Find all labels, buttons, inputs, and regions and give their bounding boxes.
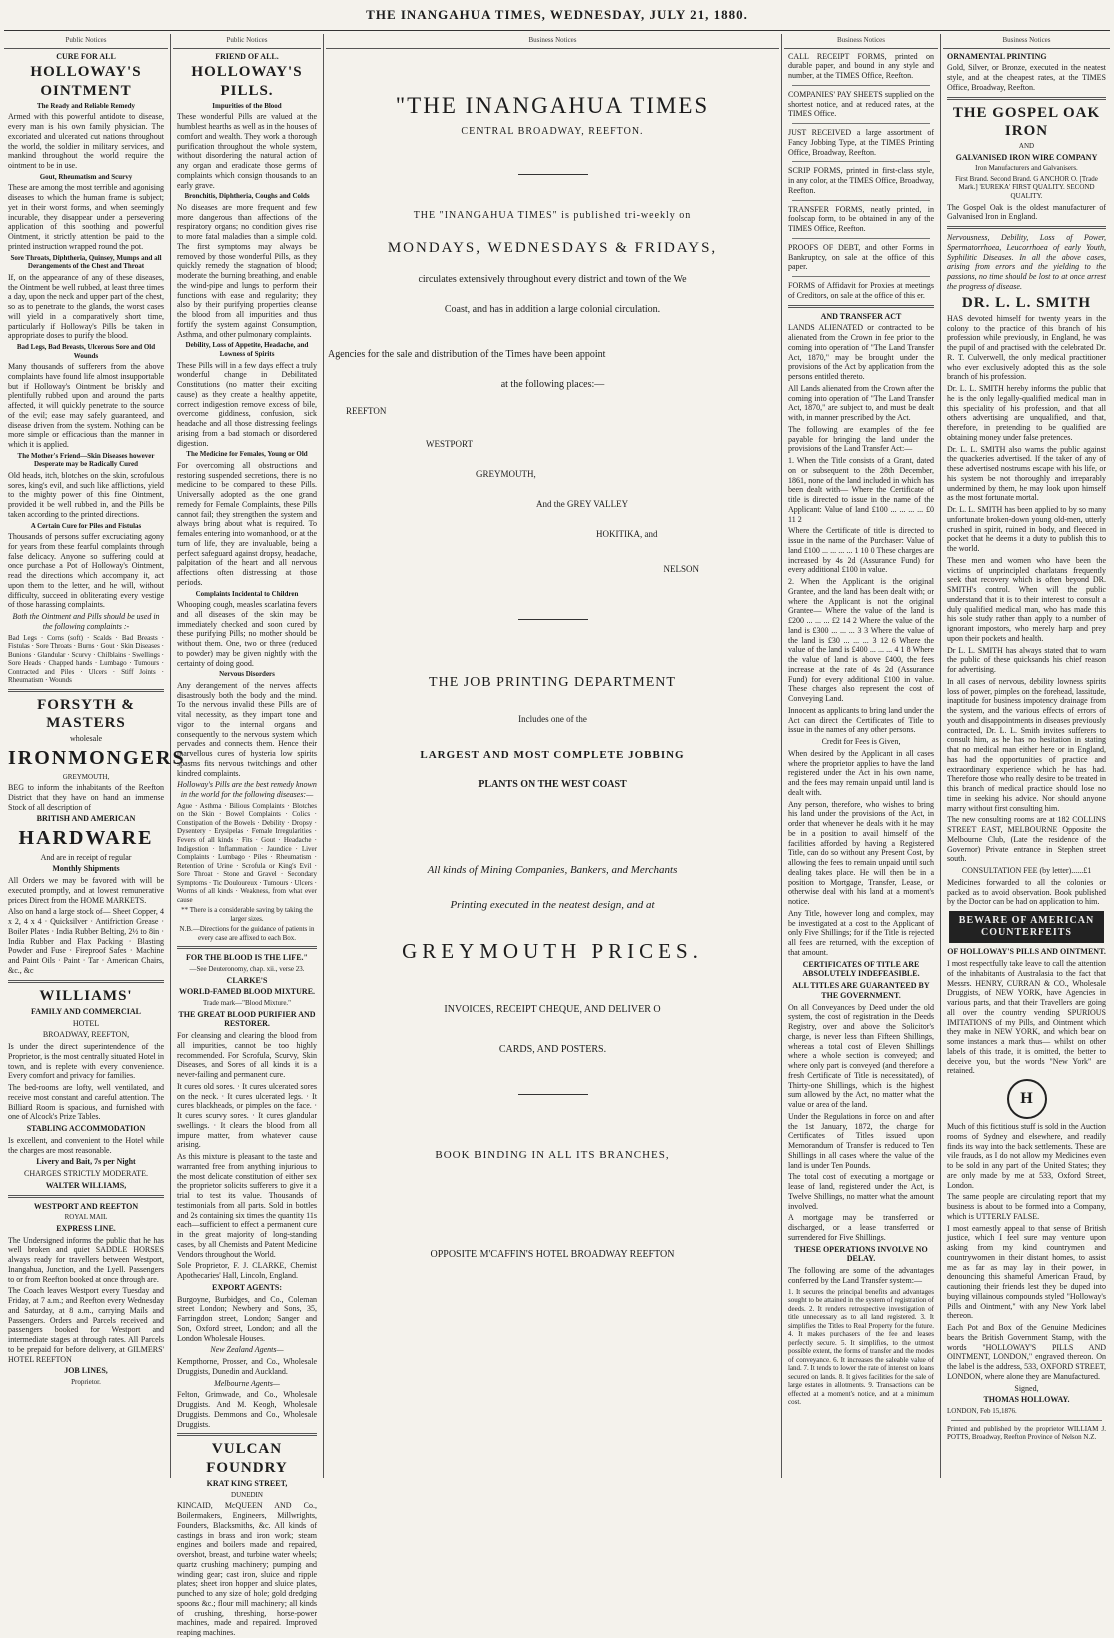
ad-body: The Gospel Oak is the oldest manufacturer of Galvanised Iron in England. xyxy=(947,202,1106,222)
ad-subheading: KRAT KING STREET, xyxy=(206,1479,288,1488)
ad-body: The same people are circulating report that my business is about to be formed into a Company, which is UTTERLY FALSE. xyxy=(947,1192,1106,1221)
ad-body: JUST RECEIVED a large assortment of Fancy Jobbing Type, at the TIMES Printing Office, Broadway, Reefton. xyxy=(788,128,934,157)
ad-body: The new consulting rooms are at 182 COLLINS STREET EAST, MELBOURNE Opposite the Melbourne Club, (Late the residence of the Governor) Private entrance in Stephen street south. xyxy=(947,815,1106,864)
ad-body: If, on the appearance of any of these diseases, the Ointment be well rubbed, at least three times a day, upon the neck and upper part of the chest, so as to penetrate to the glands, the worst cases will yield in a comparatively short time, particularly if Holloway's Pills be taken in appropriate doses to purify the blood. xyxy=(8,272,164,341)
ad-body: Dr. L. L. SMITH hereby informs the public that he is the only legally-qualified medical man in this speciality of his profession, and that all others advertising are unqualified, and that, therefore, in pretending to be qualified are obtaining money under false pretences. xyxy=(947,384,1106,442)
ad-subheading: THESE OPERATIONS INVOLVE NO DELAY. xyxy=(794,1244,928,1264)
ad-subheading: Bad Legs, Bad Breasts, Ulcerous Sore and Old Wounds xyxy=(16,343,156,360)
ad-date: LONDON, Feb 15,1876. xyxy=(947,1407,1017,1416)
ad-subheading: THE GREAT BLOOD PURIFIER AND RESTORER. xyxy=(178,1009,316,1029)
ad-body: Is under the direct superintendence of the Proprietor, is the most centrally situated Hotel in town, and is replete with every convenience. Every comfort and privacy for families. xyxy=(8,1042,164,1081)
divider xyxy=(951,1420,1102,1421)
greymouth-prices: GREYMOUTH PRICES. xyxy=(402,939,703,963)
ad-body: Sole Proprietor, F. J. CLARKE, Chemist Apothecaries' Hall, Lincoln, England. xyxy=(177,1261,317,1281)
ad-body: A mortgage may be transferred or discharged, or a lease transferred or surrendered for Five Shillings. xyxy=(788,1213,934,1242)
ad-body: Gold, Silver, or Bronze, executed in the neatest style, and at the cheapest rates, at the TIMES Office, Broadway, Reefton. xyxy=(947,63,1106,92)
ad-subheading: CHARGES STRICTLY MODERATE. xyxy=(23,1169,149,1179)
ad-title: DR. L. L. SMITH xyxy=(961,294,1092,311)
column-header: Public Notices xyxy=(173,34,321,49)
ad-subheading: CONSULTATION FEE (by letter)......£1 xyxy=(961,866,1092,876)
ad-subheading: Melbourne Agents— xyxy=(214,1378,280,1388)
divider xyxy=(8,689,164,692)
ad-subheading: EXPORT AGENTS: xyxy=(211,1282,283,1292)
ad-title: WESTPORT AND REEFTON xyxy=(33,1201,139,1211)
column-divider xyxy=(781,34,782,1478)
divider xyxy=(792,161,930,162)
ad-body: Burgoyne, Burbidges, and Co., Coleman street London; Newbery and Sons, 35, Farringdon street, London; Sanger and Son, Oxford street, London; and all the London Wholesale Houses. xyxy=(177,1294,317,1343)
ad-body: PROOFS OF DEBT, and other Forms in Bankruptcy, on sale at the office of this paper. xyxy=(788,242,934,272)
ad-body: Many thousands of sufferers from the above complaints have found life almost insupportable but if Holloway's Ointment be briskly and plentifully rubbed upon and around the parts affected, it will quickly penetrate to the source of the evil; ease may safely guaranteed, and disease driven from the system. Nothing can be more simple or efficacious than the manner in which it is applied. xyxy=(8,362,164,450)
agencies-text: at the following places:— xyxy=(500,379,605,390)
publish-intro: THE "INANGAHUA TIMES" is published tri-weekly on xyxy=(413,210,692,221)
ad-body: The Coach leaves Westport every Tuesday and Friday, at 7 a.m.; and Reefton every Wednesday and Saturday, at 8 a.m., carrying Mails and Passengers. Orders and Parcels received and passengers booked for Westport and intermediate stages at through rates. All Parcels to be prepaid for before delivery, at GILMERS' HOTEL REEFTON xyxy=(8,1286,164,1364)
ad-body: Much of this fictitious stuff is sold in the Auction rooms of Sydney and elsewhere, and readily finds its way into the back settlements. These are vile frauds, as I do not allow my Medicines even to be sold in any part of the United States; they are only made by me at 533, Oxford Street, London. xyxy=(947,1122,1106,1190)
ad-title: ORNAMENTAL PRINTING xyxy=(947,51,1047,61)
column-4 xyxy=(784,34,938,1478)
ad-title: FORSYTH & MASTERS xyxy=(37,696,135,732)
ad-body: LANDS ALIENATED or contracted to be alienated from the Crown in fee prior to the coming into operation of "The Land Transfer Act, 1870," may be brought under the provisions of the Act by application from the persons entitled thereto. xyxy=(788,323,934,382)
ad-body: As this mixture is pleasant to the taste and warranted free from anything injurious to the most delicate constitution of either sex the proprietor solicits sufferers to give it a trial to test its value. Thousands of testimonials from all parts. Sold in bottles and 2s containing six times the quantity 11s each—sufficient to effect a permanent cure in the great majority of long-standing cases, by all Chemists and Patent Medicine Vendors throughout the World. xyxy=(177,1152,317,1259)
ad-title: CLARKE'S xyxy=(226,975,268,985)
ad-subheading: The Mother's Friend—Skin Diseases however Desperate may be Radically Cured xyxy=(17,451,155,469)
ad-signature: THOMAS HOLLOWAY. xyxy=(983,1395,1070,1405)
jobbing-line: LARGEST AND MOST COMPLETE JOBBING xyxy=(420,749,685,761)
divider xyxy=(947,226,1106,229)
ad-title: VULCAN FOUNDRY xyxy=(206,1441,288,1476)
ad-subheading: Debility, Loss of Appetite, Headache, and Lowness of Spirits xyxy=(185,341,309,358)
trademark-seal-icon: H xyxy=(1007,1079,1047,1119)
divider xyxy=(8,1195,164,1198)
ad-body: Dr L. L. SMITH has always stated that to warn the public of these quicksands his chief reason for advertising. xyxy=(947,645,1106,675)
ad-subheading: —See Deuteronomy, chap. xii., verse 23. xyxy=(189,965,305,974)
ad-body: Under the Regulations in force on and after the 1st January, 1872, the charge for Certificates of Titles issued upon Memorandum of Transfer is reduced to Ten Shillings in all cases where the value of the land is under Ten Pounds. xyxy=(788,1111,934,1170)
ad-subheading: GREYMOUTH, xyxy=(62,772,110,781)
divider xyxy=(792,276,930,277)
ad-subheading: The Medicine for Females, Young or Old xyxy=(186,450,308,459)
opposite-line: OPPOSITE M'CAFFIN'S HOTEL BROADWAY REEFTON xyxy=(430,1249,675,1260)
ad-subheading: Nervous Disorders xyxy=(219,670,275,679)
ad-subheading: Monthly Shipments xyxy=(52,864,120,874)
ad-body: 1. When the Title consists of a Grant, dated on or subsequent to the 28th December, 1861, none of the land included in which has been dealt with— Where the Certificate of title is directed to issue in the name of the Applicant: Value of land £100 ... ... ... ... £0 11 2 xyxy=(788,456,934,524)
ad-subheading: The Ready and Reliable Remedy xyxy=(37,101,135,110)
ad-body: The following are some of the advantages conferred by the Land Transfer system:— xyxy=(788,1266,934,1285)
divider xyxy=(792,85,930,86)
ad-subheading: ALL TITLES ARE GUARANTEED BY THE GOVERNMENT. xyxy=(792,981,930,1000)
agencies-text: Agencies for the sale and distribution of the Times have been appoint xyxy=(328,349,606,360)
paper-address: CENTRAL BROADWAY, REEFTON. xyxy=(461,126,644,137)
ad-subheading: STABLING ACCOMMODATION xyxy=(26,1124,146,1134)
divider xyxy=(177,1433,317,1436)
ad-subheading: BROADWAY, REEFTON, xyxy=(42,1030,130,1040)
ad-body: CALL RECEIPT FORMS, printed on durable paper, and bound in any style and number, at the TIMES Office, Reefton. xyxy=(788,51,934,81)
ad-subheading: ROYAL MAIL xyxy=(64,1213,108,1222)
ad-body: Medicines forwarded to all the colonies or packed as to avoid observation. Book published by the Doctor can be had on application to him. xyxy=(947,877,1106,907)
agency-place: And the GREY VALLEY xyxy=(536,499,629,509)
printing-line: Printing executed in the neatest design, and at xyxy=(450,899,655,911)
ad-body: FORMS of Affidavit for Proxies at meetings of Creditors, on sale at the office of this er. xyxy=(788,281,934,300)
ad-body: Felton, Grimwade, and Co., Wholesale Druggists. And M. Keogh, Wholesale Druggists. Demmons and Co., Wholesale Druggists. xyxy=(177,1390,317,1429)
ad-body: When desired by the Applicant in all cases where the proprietor applies to have the land registered under the Act in his own name, and the fees may remain unpaid until land is dealt with. xyxy=(788,748,934,797)
ad-title: THE GOSPEL OAK IRON xyxy=(952,104,1101,139)
agency-place: GREYMOUTH, xyxy=(476,469,536,479)
ad-body: All Lands alienated from the Crown after the coming into operation of "The Land Transfer Act, 1870," are subject to, and must be dealt with, in manner prescribed by the Act. xyxy=(788,383,934,423)
ad-title: HOLLOWAY'S OINTMENT xyxy=(30,64,142,99)
diseases-list: Ague · Asthma · Bilious Complaints · Blotches on the Skin · Bowel Complaints · Colics · Constipation of the Bowels · Debility · Dropsy · Dysentery · Erysipelas · Female Irregularities · Fevers of all kinds · Fits · Gout · Headache · Indigestion · Inflammation · Jaundice · Liver Complaints · Lumbago · Piles · Rheumatism · Retention of Urine · Scrofula or King's Evil · Sore Throat · Stone and Gravel · Secondary Symptoms · Tic Douloureux · Tumours · Ulcers · Worms of all kinds · Weakness, from what ever cause xyxy=(177,801,317,904)
divider xyxy=(792,123,930,124)
ad-body: For overcoming all obstructions and restoring suspended secretions, there is no medicine to be compared to these Pills. Universally adopted as the one grand remedy for Female Complaints, these Pills cannot fail; they strengthen the system and always bring about what is required. To females entering into womanhood, or at the turn of life, they are invaluable, being a perfect safeguard against dropsy, headache, palpitation of the heart and all nervous affections often distressing at those periods. xyxy=(177,460,317,587)
column-2 xyxy=(173,34,321,1638)
ad-body: These are among the most terrible and agonising diseases to which the human frame is subject; yet in their worst forms, and when seemingly incurable, they disappear under a persevering application of this soothing and powerful Ointment, it strictly attention be paid to the printed instruction wrapped round the pot. xyxy=(8,183,164,251)
beware-banner: BEWARE OF AMERICAN COUNTERFEITS xyxy=(949,911,1104,943)
circulation-text: circulates extensively throughout every district and town of the We xyxy=(418,274,687,285)
job-includes: Includes one of the xyxy=(518,714,587,724)
ad-title: WORLD-FAMED BLOOD MIXTURE. xyxy=(178,987,316,997)
ad-note: N.B.—Directions for the guidance of patients in every case are affixed to each Box. xyxy=(179,925,315,942)
ad-body: Any derangement of the nerves affects disastrously both the body and the mind. To the nervous invalid these Pills are of vital necessity, as they impart tone and vigor to the internal organs and consequently to the nervous system which pervades and connects them. Hence their marvellous cures of hysteria low spirits spasms fits nervous twitchings and other kindred complaints. xyxy=(177,680,317,778)
ad-body: Innocent as applicants to bring land under the Act can direct the Certificates of Title to issue in the names of any other persons. xyxy=(788,705,934,735)
ad-body: Holloway's Pills are the best remedy known in the world for the following diseases:— xyxy=(177,780,317,800)
jobbing-line: PLANTS ON THE WEST COAST xyxy=(478,779,627,790)
ad-body: These men and women who have been the victims of unprincipled charlatans frequently seek that recovery which is often beyond DR. SMITH's control. When will the public understand that it is to their interest to consult a duly qualified medical man, who has made this his sole study rather than apply to a number of ignorant impostors, who merely harp and prey upon their pockets and health. xyxy=(947,555,1106,643)
masthead xyxy=(0,0,1114,34)
brand-line: First Brand. Second Brand. G ANCHOR O. [Trade Mark.] 'EUREKA' FIRST QUALITY. SECOND QUALITY. xyxy=(955,174,1098,200)
ad-title: GALVANISED IRON WIRE COMPANY xyxy=(955,152,1098,162)
ad-body: Dr. L. L. SMITH also warns the public against the quackeries advertised. If the taker of any of these advertised nostrums escape with his life, or his system be not thoroughly and irreparably undermined by them, he may look upon himself as the most fortunate mortal. xyxy=(947,444,1106,503)
ad-body: In all cases of nervous, debility lowness spirits loss of power, pimples on the forehead, lassitude, inaptitude for business impotency drainage from the system, and the various effects of errors of youth and disappointments in diseases previously contracted, Dr. L. L. Smith invites sufferers to consult him, as he has no hesitation in stating that no medical man either here or in England, has had the opportunities of practice and extraordinary experience which he has had. Therefore those who really desire to be treated in this branch of medical practice should lose no time in seeking his advice. Nor should anyone marry without first consulting him. xyxy=(947,676,1106,813)
stock-list: Also on hand a large stock of— Sheet Copper, 4 x 2, 4 x 4 · Quicksilver · Antifriction Grease · Boiler Plates · India Rubber Belting, 2½ to 8in · India Rubber and Flax Packing · Blasting Powder and Fuse · Fireproof Safes · Machine and Paint Oils · Paint · Tar · American Chairs, &c., &c xyxy=(8,907,164,975)
ad-body: These wonderful Pills are valued at the humblest hearths as well as in the houses of comfort and wealth. They work a thorough purification throughout the whole system, without disordering the natural action of any organ and eradicate those germs of complaints which consign thousands to an early grave. xyxy=(177,112,317,190)
ad-body: TRANSFER FORMS, neatly printed, in foolscap form, to be obtained in any of the TIMES Office, Reefton. xyxy=(788,204,934,234)
ad-body: KINCAID, McQUEEN AND Co., Boilermakers, Engineers, Millwrights, Founders, Blacksmiths, &c. All kinds of castings in brass and iron work; steam engines and boilers made and repaired, overshot, breast, and turbine water wheels; quartz crushing machinery; pumping and winding gear; cast iron, sluice and ripple plates; sheet iron hopper and sluice plates, punched to any size of hole; gold dredging spoons &c.; flour mill machinery; all kinds of crushing, threshing, horse-power machines, made and repaired. Improved reaping machines. xyxy=(177,1501,317,1638)
ad-heading: CURE FOR ALL xyxy=(56,51,116,61)
publish-days: MONDAYS, WEDNESDAYS & FRIDAYS, xyxy=(387,240,718,256)
column-3 xyxy=(326,34,779,1478)
ad-subheading: DUNEDIN xyxy=(231,1490,263,1499)
ad-heading: FOR THE BLOOD IS THE LIFE." xyxy=(186,953,308,963)
masthead-text: THE INANGAHUA TIMES, WEDNESDAY, JULY 21, 1880. xyxy=(366,7,748,22)
ad-subheading: Livery and Bait, 7s per Night xyxy=(36,1157,136,1167)
ad-title: OF HOLLOWAY'S PILLS AND OINTMENT. xyxy=(947,947,1106,957)
circulation-text: Coast, and has in addition a large colonial circulation. xyxy=(444,304,661,315)
divider xyxy=(788,305,934,308)
masthead-rule xyxy=(4,30,1110,31)
column-header: Business Notices xyxy=(326,34,779,49)
ad-body: All Orders we may be favored with will be executed promptly, and at lowest remunerative prices Direct from the HOME MARKETS. xyxy=(8,876,164,905)
ad-subheading: Gout, Rheumatism and Scurvy xyxy=(39,172,133,181)
ad-subheading: CERTIFICATES OF TITLE ARE ABSOLUTELY INDEFEASIBLE. xyxy=(802,959,920,979)
ad-body: Each Pot and Box of the Genuine Medicines bears the British Government Stamp, with the words "HOLLOWAY'S PILLS AND OINTMENT, LONDON," engraved thereon. On the label is the address, 533, OXFORD STREET, LONDON, where alone they are Manufactured. xyxy=(947,1323,1106,1381)
ad-body: 2. When the Applicant is the original Grantee, and the land has been dealt with; or where the Applicant is not the original Grantee— Where the value of the land is £200 ... ... ... £2 14 2 Where the value of the land is £300 ... ... ... 3 3 Where the value of the land is £30 ... ... ... 3 12 6 Where the value of the land is £400 ... ... ... 4 1 8 Where the value of land is above £400, the fees increase at the rate of 4s 2d (Assurance Fund) for every additional £100 in value. These charges also represent the cost of Conveying Land. xyxy=(788,577,934,704)
ad-body: The bed-rooms are lofty, well ventilated, and receive most constant and careful attention. The Billiard Room is spacious, and furnished with one of Alcock's Prize Tables. xyxy=(8,1083,164,1122)
ad-body: Kempthorne, Prosser, and Co., Wholesale Druggists, Dunedin and Auckland. xyxy=(177,1357,317,1376)
ad-subheading: Credit for Fees is Given, xyxy=(821,737,901,747)
ad-body: HAS devoted himself for twenty years in the colony to the practice of this branch of his profession while previously, in England, he was the pupil of and practised with the celebrated Dr. R. T. Culverwell, the only medical practitioner who ever exclusively adopted this as the sole branch of his profession. xyxy=(947,313,1106,382)
ad-body: Armed with this powerful antidote to disease, every man is his own family physician. The excoriated and ulcerated cut nations throughout the world, the soldier in military services, and mankind throughout the world require the ointment to be in use. xyxy=(8,112,164,171)
cards-line: CARDS, AND POSTERS. xyxy=(498,1044,607,1055)
ad-body: Both the Ointment and Pills should be used in the following complaints :- xyxy=(12,612,160,631)
ad-subheading: A Certain Cure for Piles and Fistulas xyxy=(30,521,142,530)
agency-place: NELSON xyxy=(663,564,699,574)
column-divider xyxy=(323,34,324,1478)
ad-body: COMPANIES' PAY SHEETS supplied on the shortest notice, and at reduced rates, at the TIMES Office. xyxy=(788,89,934,119)
ad-body: The total cost of executing a mortgage or lease of land, registered under the Act, is Twelve Shillings, no matter what the amount involved. xyxy=(788,1172,934,1211)
job-department: THE JOB PRINTING DEPARTMENT xyxy=(429,675,676,690)
ad-subheading: New Zealand Agents— xyxy=(210,1345,284,1355)
mining-line: All kinds of Mining Companies, Bankers, and Merchants xyxy=(427,864,678,876)
ad-subheading: Trade mark—"Blood Mixture." xyxy=(202,999,292,1008)
ad-body: Old heads, itch, blotches on the skin, scrofulous sores, king's evil, and such like afflictions, yield to the mighty power of this fine Ointment, provided it be well rubbed in, and the Pills be taken according to the printed directions. xyxy=(8,470,164,519)
agency-place: REEFTON xyxy=(346,406,387,416)
binding-line: BOOK BINDING IN ALL ITS BRANCHES, xyxy=(435,1149,670,1161)
complaints-list: Bad Legs · Corns (soft) · Scalds · Bad Breasts · Fistulas · Sore Throats · Burns · Gout · Skin Diseases · Bunions · Glandular · Scurvy · Chilblains · Swellings · Sore Heads · Chapped hands · Lumbago · Tumours · Contracted and Piles · Ulcers · Stiff Joints · Rheumatism · Wounds xyxy=(8,633,164,685)
divider xyxy=(8,980,164,983)
ad-body: Where the Certificate of title is directed to issue in the name of the Purchaser: Value of land £100 ... ... ... ... 1 10 0 These charges are increased by 4s 2d (Assurance Fund) for every additional £100 in value. xyxy=(788,526,934,575)
column-divider xyxy=(940,34,941,1478)
ad-body: It cures old sores. · It cures ulcerated sores on the neck. · It cures ulcerated legs. · It cures blackheads, or pimples on the face. · It cures scurvy sores. · It cures glandular swellings. · It clears the blood from all impure matter, from whatever cause arising. xyxy=(177,1081,317,1150)
ad-heading: FRIEND OF ALL. xyxy=(215,51,279,61)
agency-place: HOKITIKA, and xyxy=(596,529,658,539)
ad-title: IRONMONGERS xyxy=(8,747,186,770)
divider xyxy=(518,1094,588,1095)
ad-body: The Undersigned informs the public that he has well broken and quiet SADDLE HORSES always ready for travellers between Westport, Inangahua, Junction, and the Lyell. Passengers to or from Reefton booked at once through are. xyxy=(8,1235,164,1284)
ad-note: ** There is a considerable saving by taking the larger sizes. xyxy=(181,906,313,923)
ad-body: Dr. L. L. SMITH has been applied to by so many unfortunate broken-down young old-men, utterly crushed in spirit, ruined in body, and fleeced in pocket that he deems it a duty to publish this to the world. xyxy=(947,505,1106,554)
column-header: Business Notices xyxy=(784,34,938,49)
ad-subheading: Sore Throats, Diphtheria, Quinsey, Mumps and all Derangements of the Chest and Throat xyxy=(10,253,162,271)
ad-body: Any Title, however long and complex, may be investigated at a cost to the Applicant of only Five Shillings; for if the Title is rejected all fees are returned, with the exception of that amount. xyxy=(788,908,934,957)
ad-subheading: And are in receipt of regular xyxy=(40,852,132,862)
ad-signature: JOB LINES, xyxy=(64,1366,108,1376)
ad-body: These Pills will in a few days effect a truly wonderful change in Debilitated Constitutions (no matter their exciting cause) as they create a healthy appetite, correct indigestion remove excess of bile, overcome giddiness, confusion, sick headache and all those distressing feelings arising from a bad stomach or disordered digestion. xyxy=(177,360,317,448)
ad-body: I most respectfully take leave to call the attention of the inhabitants of Australasia to the fact that Messrs. HENRY, CURRAN & CO., Wholesale Druggists, of NEW YORK, have Agencies in various parts, and that their Travellers are going all over the country vending SPURIOUS IMITATIONS of my Pills, and Ointment which they make in NEW YORK, and which bear on some instances a mark thus— whilst on other labels of this trade, it is omitted, the better to deceive you, but the words "New York" are retained. xyxy=(947,959,1106,1076)
divider xyxy=(518,619,588,620)
ad-subheading: AND xyxy=(1018,142,1035,151)
ad-subheading: Impurities of the Blood xyxy=(212,101,282,110)
paper-title: "THE INANGAHUA TIMES xyxy=(395,93,710,118)
ad-title: AND TRANSFER ACT xyxy=(820,311,902,321)
ad-subheading: HOTEL xyxy=(72,1018,100,1028)
agency-place: WESTPORT xyxy=(426,439,473,449)
divider xyxy=(947,97,1106,100)
ad-body: Any person, therefore, who wishes to bring his land under the provisions of the Act, in order that whenever he deals with it he may be in a position to avail himself of the facilities afforded by having a Registered Title, can do so without any Present Cost, by allowing the fees to remain unpaid until such dealing takes place. He will then be in a position to Mortgage, Transfer, Lease, or otherwise deal with his land at a moment's notice. xyxy=(788,799,934,907)
ad-body: On all Conveyances by Deed under the old system, the cost of registration in the Deeds Registry, over and above the Solicitor's charge, is never less than Fifteen Shillings, whereas a total cost of Eleven Shillings where a whole section is conveyed; and where only part is conveyed (and therefore a fresh Certificate of Title is necessitated), of Thirty-one Shillings, which is the highest sum allowed by the Act, no matter what the value or area of the land. xyxy=(788,1002,934,1110)
ad-body: Is excellent, and convenient to the Hotel while the charges are most reasonable. xyxy=(8,1135,164,1155)
divider xyxy=(792,200,930,201)
imprint: Printed and published by the proprietor WILLIAM J. POTTS, Broadway, Reefton Province of Nelson N.Z. xyxy=(947,1424,1106,1442)
ad-body: Thousands of persons suffer excruciating agony for years from these fearful complaints through false delicacy. Anyone so suffering could at once purchase a Pot of Holloway's Ointment, read the directions which accompany it, act upon them to the letter, and he will, without difficulty, succeed in obliterating every vestige of those harassing complaints. xyxy=(8,532,164,610)
ad-title: HOLLOWAY'S PILLS. xyxy=(191,64,303,99)
invoices-line: INVOICES, RECEIPT CHEQUE, AND DELIVER O xyxy=(444,1004,661,1015)
ad-subheading: Iron Manufacturers and Galvanisers. xyxy=(975,164,1078,173)
advantages-list: 1. It secures the principal benefits and advantages sought to be attained in the system of registration of deeds. 2. It renders retrospective investigation of title unnecessary as to all land registered. 3. It simplifies the Titles to Real Property for the future. 4. It makes purchasers of the fee and leases perfectly secure. 5. It simplifies, to the utmost possible extent, the forms of transfer and the modes of conveyance. 6. It increases the saleable value of land. 7. It tends to lower the rate of interest on loans secured on lands. 8. It gives facilities for the sale of large estates in allotments. 9. Transactions can be effected at a moment's notice, and at a minimum cost. xyxy=(788,1287,934,1407)
column-5 xyxy=(943,34,1110,1478)
ad-body: Nervousness, Debility, Loss of Power, Spermatorrhoea, Leucorrhoea of early Youth, Syphilitic Diseases. In all the above cases, arising from errors and the yielding to the passions, no time should be lost to at once arrest the progress of disease. xyxy=(947,233,1106,291)
ad-subheading: BRITISH AND AMERICAN xyxy=(36,814,136,824)
column-header: Business Notices xyxy=(943,34,1110,49)
divider xyxy=(792,238,930,239)
divider xyxy=(177,946,317,949)
column-header: Public Notices xyxy=(4,34,168,49)
ad-title: WILLIAMS' xyxy=(39,987,133,1004)
ad-subheading: EXPRESS LINE. xyxy=(56,1223,116,1233)
ad-title: FAMILY AND COMMERCIAL xyxy=(31,1006,141,1016)
ad-body: I most earnestly appeal to that sense of British justice, which I feel sure may venture upon asking from my kind countrymen and countrywomen in their distant homes, to assist me as far as may lay in their power, in denouncing this shameful American Fraud, by cautioning their friends lest they be duped into buying villainous compounds styled "Holloway's Pills and Ointment," with any New York label thereon. xyxy=(947,1223,1106,1321)
ad-signature: Signed, xyxy=(1014,1383,1039,1393)
ad-signature: Proprietor. xyxy=(71,1378,101,1387)
divider xyxy=(518,174,588,175)
column-1 xyxy=(4,34,186,1478)
ad-subheading: Complaints Incidental to Children xyxy=(195,589,299,598)
ad-body: No diseases are more frequent and few more dangerous than affections of the respiratory organs; no condition gives rise to more fatal maladies than a simple cold. The first symptoms may always be removed by those wonderful Pills, as they quickly remedy the stagnation of blood; moderate the burning breathing, and enable the wind-pipe and lungs to perform their functions with ease and regularity; they also by their purifying properties cleanse the blood from all impurities and thus fortify the system against Consumption, Asthma, and other pulmonary complaints. xyxy=(177,202,317,339)
ad-body: SCRIP FORMS, printed in first-class style, in any color, at the TIMES Office, Broadway, Reefton. xyxy=(788,166,934,195)
ad-body: BEG to inform the inhabitants of the Reefton District that they have on hand an immense Stock of all description of xyxy=(8,783,164,812)
ad-title: HARDWARE xyxy=(18,827,154,850)
ad-body: The following are examples of the fee payable for bringing the land under the provisions of the Land Transfer Act:— xyxy=(788,424,934,454)
ad-subheading: Bronchitis, Diphtheria, Coughs and Colds xyxy=(184,192,310,201)
ad-signature: WALTER WILLIAMS, xyxy=(45,1180,127,1190)
ad-body: For cleansing and clearing the blood from all impurities, cannot be too highly recommended. For Scrofula, Scurvy, Skin Diseases, and Sores of all kinds it is a never-failing and permanent cure. xyxy=(177,1031,317,1080)
ad-subheading: wholesale xyxy=(70,734,102,744)
ad-body: Whooping cough, measles scarlatina fevers and all diseases of the skin may be immediately checked and soon cured by these purifying Pills; no mother should be without them. One, two or three (reduced to powder) may be given nightly with the certainty of doing good. xyxy=(177,600,317,668)
